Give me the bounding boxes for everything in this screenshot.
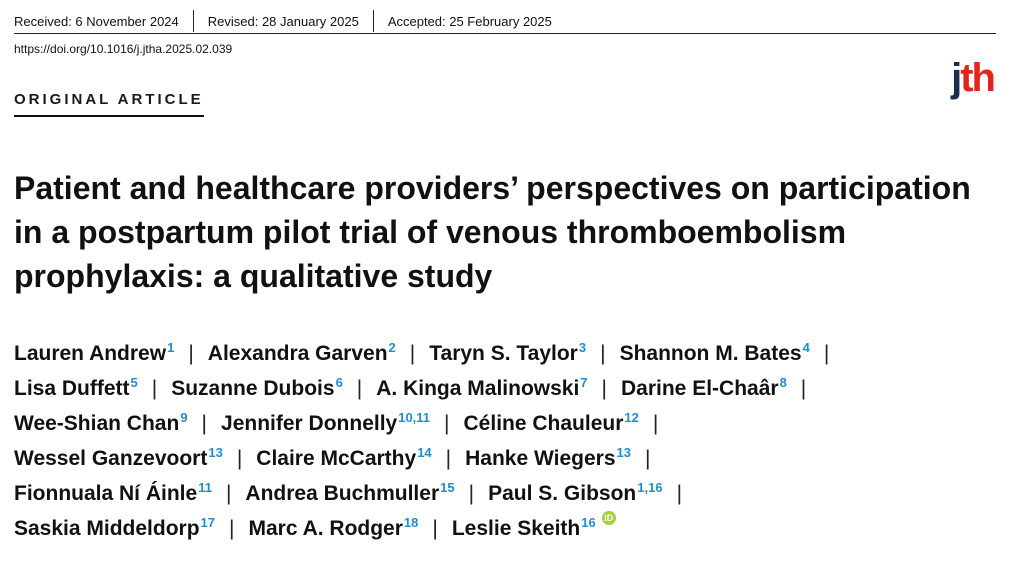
title-line: Patient and healthcare providers’ perspectives on participation [14,170,971,206]
author[interactable] [14,406,188,441]
author-name[interactable]: Lisa Duffett [14,377,130,400]
author-separator: | [468,482,475,505]
author-name[interactable]: Leslie Skeith [451,517,581,540]
affiliation-superscript[interactable]: 2 [388,340,396,355]
author-name[interactable]: Wessel Ganzevoort [14,447,208,470]
author-list [14,336,1004,546]
author[interactable] [14,371,138,406]
author-name[interactable]: Alexandra Garven [207,342,388,365]
author[interactable] [14,476,212,511]
affiliation-superscript[interactable]: 15 [440,480,455,495]
affiliation-superscript[interactable]: 16 [581,515,596,530]
affiliation-superscript[interactable]: 6 [335,375,343,390]
orcid-icon[interactable]: iD [602,511,616,525]
author-separator: | [644,447,651,470]
title-line: in a postpartum pilot trial of venous thromboembolism [14,214,847,250]
affiliation-superscript[interactable]: 1,16 [637,480,663,495]
affiliation-superscript[interactable]: 11 [198,480,212,495]
author-separator: | [445,447,452,470]
affiliation-superscript[interactable]: 13 [616,445,631,460]
affiliation-superscript[interactable]: 4 [802,340,810,355]
author-separator: | [600,342,606,365]
author-name[interactable]: Claire McCarthy [256,447,417,470]
author-separator: | [201,412,208,435]
affiliation-superscript[interactable]: 3 [578,340,587,355]
date-divider [373,10,374,32]
author[interactable] [488,476,663,511]
affiliation-superscript[interactable]: 18 [403,515,419,530]
author-name[interactable]: Jennifer Donnelly [221,412,398,435]
author-separator: | [432,517,438,540]
author-name[interactable]: Hanke Wiegers [465,447,616,470]
affiliation-superscript[interactable]: 1 [167,340,175,355]
header-rule [14,33,996,34]
author-name[interactable]: Suzanne Dubois [171,377,335,400]
author[interactable] [465,441,631,476]
affiliation-superscript[interactable]: 14 [417,445,432,460]
author-name[interactable]: Fionnuala Ní Áinle [14,482,198,505]
author-line [14,441,1004,476]
author-separator: | [356,377,363,400]
author-name[interactable]: Céline Chauleur [463,412,624,435]
affiliation-superscript[interactable]: 13 [208,445,223,460]
author-name[interactable]: Marc A. Rodger [248,517,403,540]
affiliation-superscript[interactable]: 17 [200,515,216,530]
article-dates [14,10,566,32]
accepted-date: Accepted: 25 February 2025 [387,13,552,29]
article-type: ORIGINAL ARTICLE [14,91,204,117]
author-separator: | [444,412,450,435]
author-line [14,476,1004,511]
author-name[interactable]: Lauren Andrew [14,342,167,365]
affiliation-superscript[interactable]: 12 [624,410,639,425]
author-name[interactable]: Wee-Shian Chan [14,412,180,435]
affiliation-superscript[interactable]: 9 [180,410,188,425]
author-separator: | [225,482,232,505]
author-name[interactable]: Shannon M. Bates [619,342,802,365]
author-separator: | [652,412,659,435]
author-separator: | [188,342,194,365]
author[interactable] [171,371,343,406]
author[interactable] [14,336,174,371]
author-name[interactable]: Taryn S. Taylor [429,342,578,365]
author[interactable] [464,406,639,441]
affiliation-superscript[interactable]: 8 [779,375,787,390]
author-separator: | [800,377,807,400]
author-line [14,336,1004,371]
date-divider [193,10,194,32]
author-separator: | [151,377,158,400]
author[interactable] [621,371,787,406]
author-name[interactable]: Darine El-Chaâr [621,377,779,400]
received-date: Received: 6 November 2024 [14,13,179,29]
author-separator: | [409,342,416,365]
affiliation-superscript[interactable]: 5 [130,375,138,390]
author[interactable] [429,336,586,371]
author-name[interactable]: Paul S. Gibson [488,482,637,505]
author[interactable] [208,336,396,371]
author-line [14,371,1004,406]
author-name[interactable]: Andrea Buchmuller [245,482,440,505]
author[interactable] [452,511,616,546]
doi-link[interactable]: https://doi.org/10.1016/j.jtha.2025.02.039 [14,42,233,56]
author[interactable] [248,511,418,546]
author-line [14,406,1004,441]
author[interactable] [14,511,215,546]
author[interactable] [14,441,223,476]
author-separator: | [823,342,830,365]
author-separator: | [676,482,683,505]
author[interactable] [245,476,454,511]
journal-logo [951,58,994,98]
author-separator: | [229,517,235,540]
logo-th: th [960,56,994,100]
logo-j: j [951,56,961,100]
author-separator: | [236,447,243,470]
author-name[interactable]: A. Kinga Malinowski [376,377,580,400]
author[interactable] [221,406,430,441]
article-title [14,166,1014,298]
affiliation-superscript[interactable]: 10,11 [398,410,431,425]
author[interactable] [256,441,431,476]
revised-date: Revised: 28 January 2025 [207,13,359,29]
author-separator: | [601,377,607,400]
affiliation-superscript[interactable]: 7 [580,375,588,390]
author-name[interactable]: Saskia Middeldorp [14,517,200,540]
author-line [14,511,1004,546]
title-line: prophylaxis: a qualitative study [14,258,493,294]
